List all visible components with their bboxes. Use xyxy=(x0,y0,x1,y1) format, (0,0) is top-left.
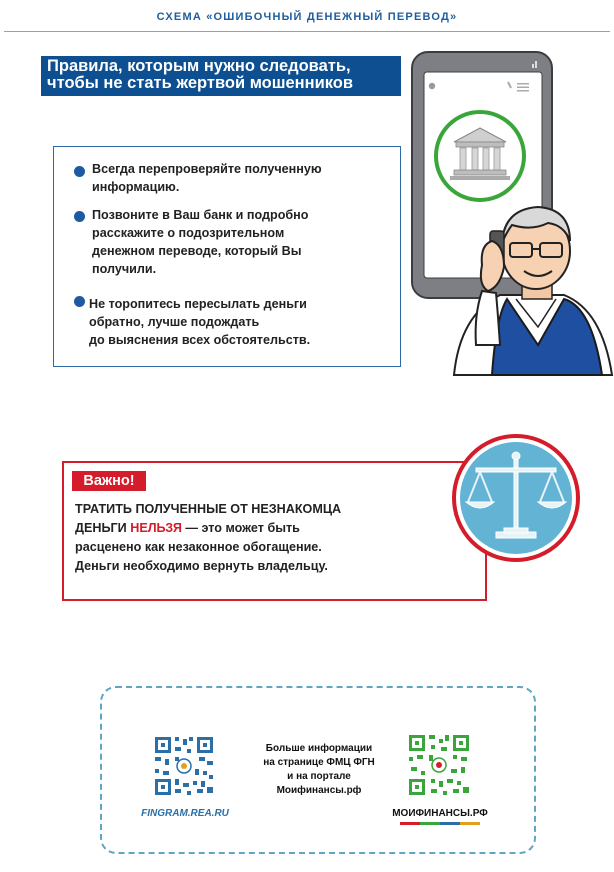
rule-item-3: Не торопитесь пересылать деньги обратно, лучше подождать до выяснения всех обстоятельств. xyxy=(89,297,311,347)
qr-code-left-icon[interactable] xyxy=(153,735,215,797)
rule-bullet-2 xyxy=(74,211,85,222)
rules-heading-line-2: чтобы не стать жертвой мошенников xyxy=(47,74,354,92)
important-red-word: НЕЛЬЗЯ xyxy=(130,521,182,535)
important-badge: Важно! xyxy=(72,471,146,491)
man-on-phone-illustration xyxy=(452,195,614,380)
scales-of-justice-icon xyxy=(450,432,582,564)
rule-item-1: Всегда перепроверяйте полученную информацию. xyxy=(92,162,322,194)
rule-bullet-3 xyxy=(74,296,85,307)
footer-info-text: Больше информации на странице ФМЦ ФГН и на портале Моифинансы.рф xyxy=(263,743,375,796)
rule-item-2: Позвоните в Ваш банк и подробно расскажите о подозрительном денежном переводе, который Вы получили. xyxy=(92,208,309,276)
header-divider xyxy=(4,31,610,32)
bank-icon xyxy=(436,112,524,200)
moifinansy-link[interactable]: МОИФИНАНСЫ.РФ xyxy=(392,808,488,819)
rule-bullet-1 xyxy=(74,166,85,177)
header-title: СХЕМА «ОШИБОЧНЫЙ ДЕНЕЖНЫЙ ПЕРЕВОД» xyxy=(156,11,458,23)
qr-code-right-icon[interactable] xyxy=(407,733,471,797)
rules-heading-line-1: Правила, которым нужно следовать, xyxy=(47,57,351,75)
rules-heading xyxy=(41,56,401,96)
moifinansy-underline xyxy=(400,822,480,825)
important-text: ТРАТИТЬ ПОЛУЧЕННЫЕ ОТ НЕЗНАКОМЦА ДЕНЬГИ НЕЛЬЗЯ — это может быть расценено как незаконное обогащение. Деньги необходимо вернуть владельцу. xyxy=(75,502,342,573)
fingram-link[interactable]: FINGRAM.REA.RU xyxy=(141,808,229,819)
